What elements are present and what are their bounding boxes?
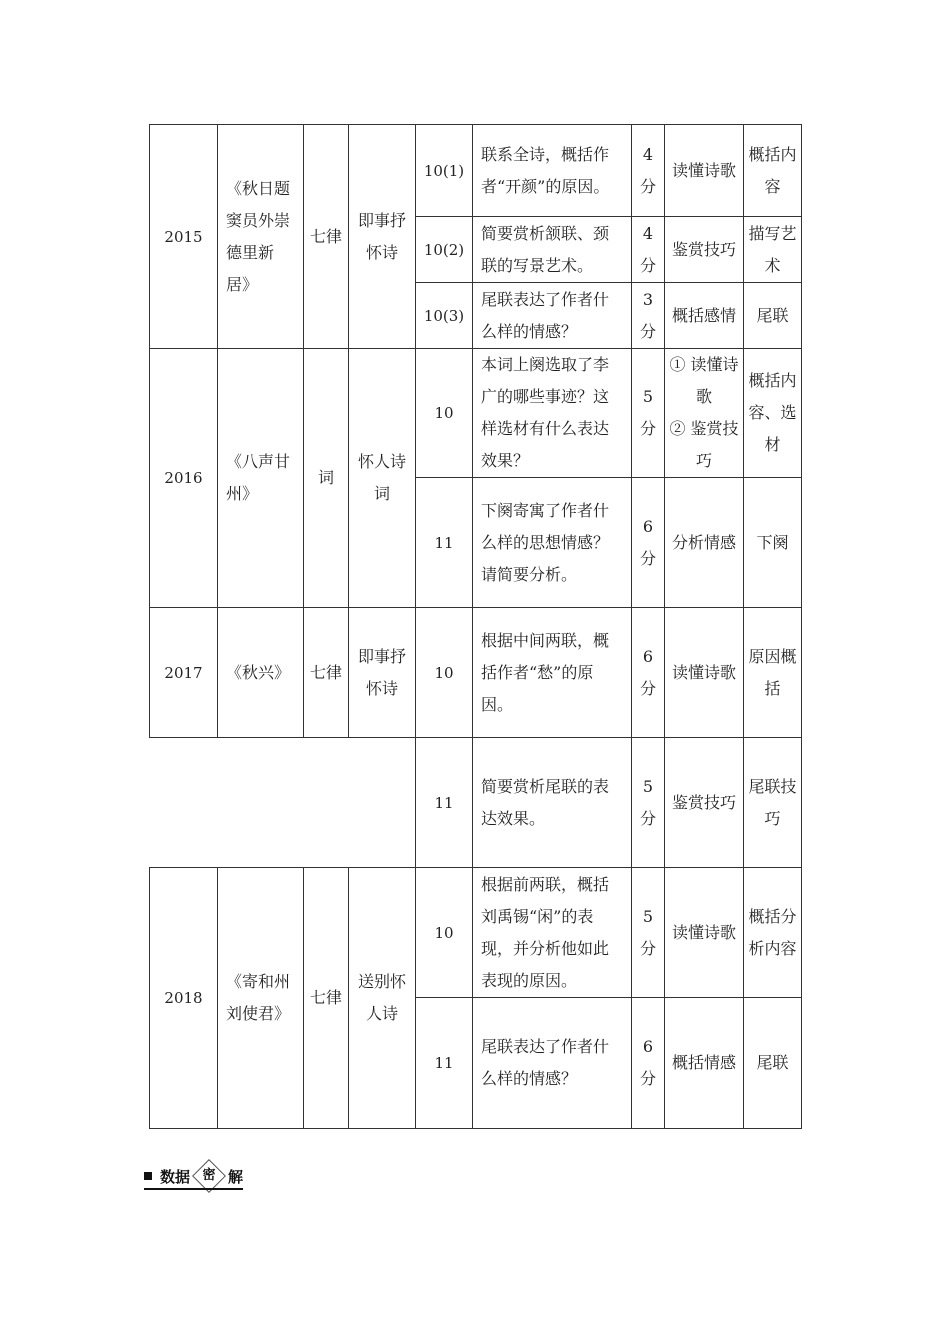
question-cell: 根据中间两联，概括作者“愁”的原因。 xyxy=(473,608,632,738)
score-cell: 6分 xyxy=(632,478,665,608)
ability-cell: 读懂诗歌 xyxy=(665,608,744,738)
section-heading-part-2: 密 xyxy=(202,1168,216,1183)
table-row xyxy=(150,868,802,998)
ability-cell: 概括感情 xyxy=(665,283,744,349)
question-number-cell: 10 xyxy=(416,608,473,738)
ability-cell: 鉴赏技巧 xyxy=(665,217,744,283)
form-cell: 七律 xyxy=(304,125,349,349)
point-cell: 概括内容 xyxy=(744,125,802,217)
question-cell: 尾联表达了作者什么样的情感？ xyxy=(473,283,632,349)
table-row xyxy=(150,349,802,478)
score-cell: 4分 xyxy=(632,217,665,283)
poem-title-cell: 《寄和州刘使君》 xyxy=(218,868,304,1129)
year-cell: 2016 xyxy=(150,349,218,608)
ability-cell: 读懂诗歌 xyxy=(665,868,744,998)
point-cell: 尾联 xyxy=(744,283,802,349)
question-number-cell: 10 xyxy=(416,349,473,478)
question-cell: 下阕寄寓了作者什么样的思想情感？请简要分析。 xyxy=(473,478,632,608)
score-cell: 6分 xyxy=(632,608,665,738)
question-number-cell: 10 xyxy=(416,868,473,998)
ability-cell: 鉴赏技巧 xyxy=(665,738,744,868)
question-number-cell: 10(2) xyxy=(416,217,473,283)
table-row xyxy=(150,608,802,738)
question-number-cell: 10(1) xyxy=(416,125,473,217)
year-cell: 2018 xyxy=(150,868,218,1129)
score-cell: 5分 xyxy=(632,738,665,868)
ability-cell: 分析情感 xyxy=(665,478,744,608)
question-number-cell: 11 xyxy=(416,478,473,608)
form-cell: 词 xyxy=(304,349,349,608)
question-cell: 简要赏析颔联、颈联的写景艺术。 xyxy=(473,217,632,283)
point-cell: 尾联 xyxy=(744,998,802,1129)
question-cell: 联系全诗，概括作者“开颜”的原因。 xyxy=(473,125,632,217)
score-cell: 5分 xyxy=(632,349,665,478)
genre-cell: 怀人诗词 xyxy=(349,349,416,608)
question-cell: 尾联表达了作者什么样的情感？ xyxy=(473,998,632,1129)
square-bullet-icon xyxy=(144,1172,152,1180)
section-heading xyxy=(144,1164,243,1188)
ability-line-1: ① 读懂诗歌 xyxy=(669,355,739,406)
point-cell: 下阕 xyxy=(744,478,802,608)
score-cell: 4分 xyxy=(632,125,665,217)
poem-title-cell: 《秋兴》 xyxy=(218,608,304,738)
poem-title-cell: 《秋日题窦员外崇德里新居》 xyxy=(218,125,304,349)
score-cell: 6分 xyxy=(632,998,665,1129)
ability-cell xyxy=(665,349,744,478)
ability-cell: 读懂诗歌 xyxy=(665,125,744,217)
table-row xyxy=(150,738,802,868)
poem-title-cell: 《八声甘州》 xyxy=(218,349,304,608)
form-cell: 七律 xyxy=(304,608,349,738)
point-cell: 尾联技巧 xyxy=(744,738,802,868)
ability-line-2: ② 鉴赏技巧 xyxy=(669,419,739,470)
point-cell: 描写艺术 xyxy=(744,217,802,283)
genre-cell: 送别怀人诗 xyxy=(349,868,416,1129)
score-cell: 3分 xyxy=(632,283,665,349)
question-cell: 本词上阕选取了李广的哪些事迹？这样选材有什么表达效果？ xyxy=(473,349,632,478)
form-cell: 七律 xyxy=(304,868,349,1129)
question-number-cell: 11 xyxy=(416,738,473,868)
question-cell: 简要赏析尾联的表达效果。 xyxy=(473,738,632,868)
section-heading-part-1: 数据 xyxy=(160,1167,191,1186)
question-number-cell: 10(3) xyxy=(416,283,473,349)
question-number-cell: 11 xyxy=(416,998,473,1129)
empty-cell xyxy=(150,738,416,868)
exam-analysis-table xyxy=(149,124,802,1129)
heading-underline xyxy=(144,1188,243,1190)
genre-cell: 即事抒怀诗 xyxy=(349,608,416,738)
point-cell: 原因概括 xyxy=(744,608,802,738)
score-cell: 5分 xyxy=(632,868,665,998)
section-heading-part-3: 解 xyxy=(228,1167,244,1186)
ability-cell: 概括情感 xyxy=(665,998,744,1129)
year-cell: 2015 xyxy=(150,125,218,349)
genre-cell: 即事抒怀诗 xyxy=(349,125,416,349)
table-row xyxy=(150,125,802,217)
point-cell: 概括分析内容 xyxy=(744,868,802,998)
year-cell: 2017 xyxy=(150,608,218,738)
question-cell: 根据前两联，概括刘禹锡“闲”的表现，并分析他如此表现的原因。 xyxy=(473,868,632,998)
point-cell: 概括内容、选材 xyxy=(744,349,802,478)
